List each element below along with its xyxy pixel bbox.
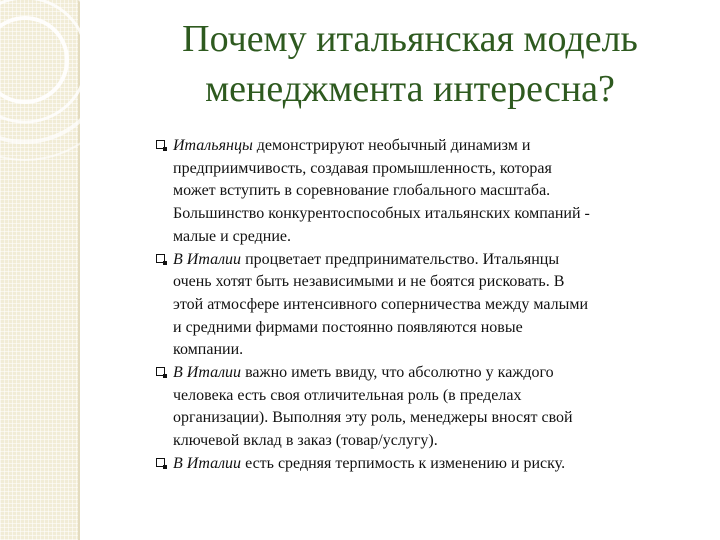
bullet-item bbox=[156, 249, 596, 363]
bullet-item bbox=[156, 135, 596, 249]
bullet-text: есть средняя терпимость к изменению и риску. bbox=[241, 454, 566, 472]
slide-title-line-1: Почему итальянская модель bbox=[182, 18, 638, 60]
bullet-item bbox=[156, 362, 596, 453]
bullet-text: важно иметь ввиду, что абсолютно у каждого человека есть своя отличительная роль (в пределах организации). Выполняя эту роль, менеджеры вносят свой ключевой вклад в заказ (товар/услугу). bbox=[173, 364, 573, 450]
checkbox-square-bullet-icon bbox=[156, 140, 165, 149]
bullet-list bbox=[156, 135, 596, 476]
bullet-lead: В Италии bbox=[173, 250, 242, 268]
bullet-lead: В Италии bbox=[173, 454, 242, 472]
bullet-lead: В Италии bbox=[173, 364, 242, 382]
checkbox-square-bullet-icon bbox=[156, 458, 165, 467]
bullet-lead: Итальянцы bbox=[173, 137, 253, 154]
bullet-text: демонстрируют необычный динамизм и предприимчивость, создавая промышленность, которая может вступить в соревнование глобального масштаба. Большинство конкурентоспособных итальянских компаний - малые и средние. bbox=[173, 137, 590, 245]
checkbox-square-bullet-icon bbox=[156, 367, 165, 376]
bullet-text: процветает предпринимательство. Итальянцы очень хотят быть независимыми и не боятся рисковать. В этой атмосфере интенсивного соперничества между малыми и средними фирмами постоянно появляются новые компании. bbox=[173, 250, 589, 359]
slide-title bbox=[110, 14, 710, 114]
slide-title-line-2: менеджмента интересна? bbox=[205, 68, 615, 110]
checkbox-square-bullet-icon bbox=[156, 254, 165, 263]
bullet-item bbox=[156, 453, 596, 476]
